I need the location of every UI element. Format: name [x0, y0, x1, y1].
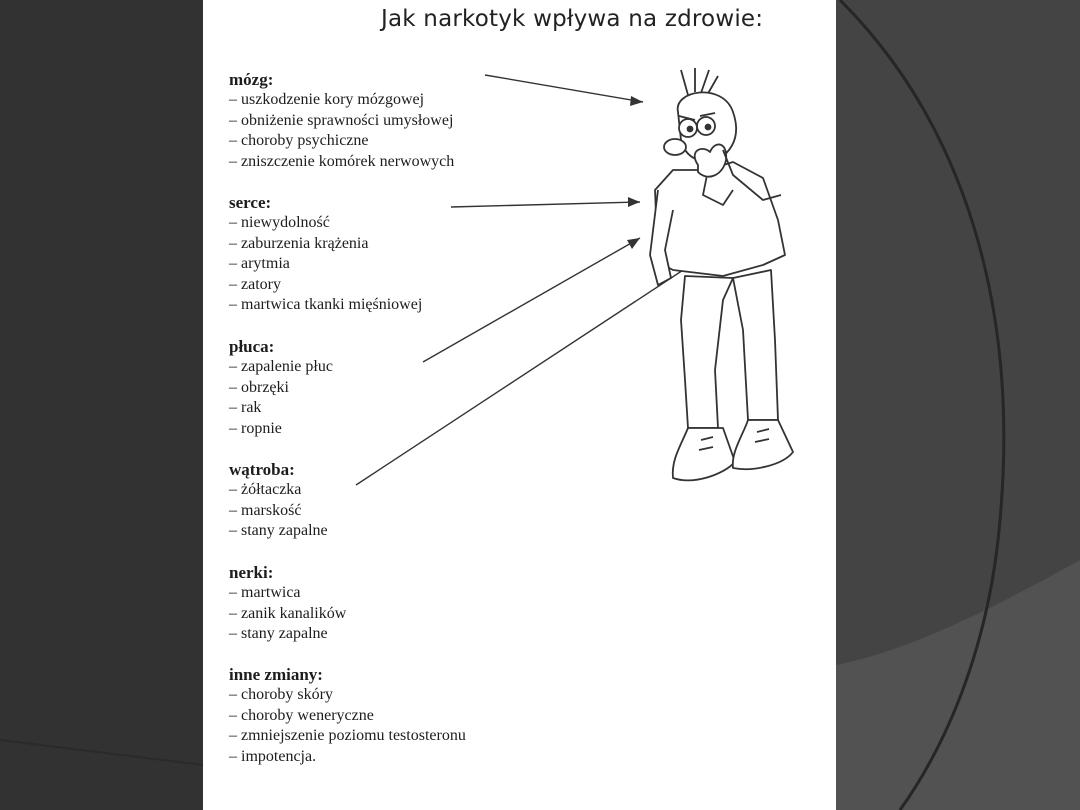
section-heading: nerki:: [229, 563, 274, 582]
list-item: – zmniejszenie poziomu testosteronu: [229, 727, 466, 745]
section-liver: [229, 459, 328, 542]
arrow-brain: [485, 75, 643, 102]
list-item: – stany zapalne: [229, 625, 328, 643]
list-item: – uszkodzenie kory mózgowej: [229, 91, 425, 108]
section-heading: mózg:: [229, 70, 274, 89]
section-brain: [229, 69, 454, 172]
list-item: – stany zapalne: [229, 522, 328, 540]
section-other: [229, 664, 466, 767]
list-item: – zatory: [229, 275, 281, 293]
section-lungs: [229, 336, 333, 439]
list-item: – obrzęki: [229, 378, 289, 396]
document-page: [203, 0, 836, 810]
list-item: – zanik kanalików: [229, 604, 347, 622]
list-item: – choroby skóry: [229, 686, 333, 703]
list-item: – żółtaczka: [229, 481, 302, 498]
list-item: – zniszczenie komórek nerwowych: [229, 152, 455, 170]
section-heart: [229, 192, 422, 316]
list-item: – impotencja.: [229, 747, 317, 765]
list-item: – martwica: [229, 584, 301, 601]
section-heading: inne zmiany:: [229, 665, 323, 684]
list-item: – arytmia: [229, 255, 290, 273]
page-title: Jak narkotyk wpływa na zdrowie:: [381, 6, 764, 32]
list-item: – zaburzenia krążenia: [229, 234, 369, 252]
section-kidneys: [229, 562, 346, 645]
figure-icon: [650, 68, 793, 480]
list-item: – rak: [229, 399, 262, 417]
arrow-lungs: [423, 238, 640, 362]
section-heading: wątroba:: [229, 460, 295, 479]
list-item: – obniżenie sprawności umysłowej: [229, 111, 454, 129]
list-item: – marskość: [229, 501, 302, 519]
arrow-heart: [451, 202, 640, 207]
list-item: – zapalenie płuc: [229, 358, 333, 375]
list-item: – choroby weneryczne: [229, 706, 374, 724]
list-item: – martwica tkanki mięśniowej: [229, 296, 423, 314]
section-heading: serce:: [229, 193, 272, 212]
section-heading: płuca:: [229, 337, 275, 356]
list-item: – choroby psychiczne: [229, 132, 369, 150]
list-item: – niewydolność: [229, 214, 330, 231]
list-item: – ropnie: [229, 419, 282, 437]
